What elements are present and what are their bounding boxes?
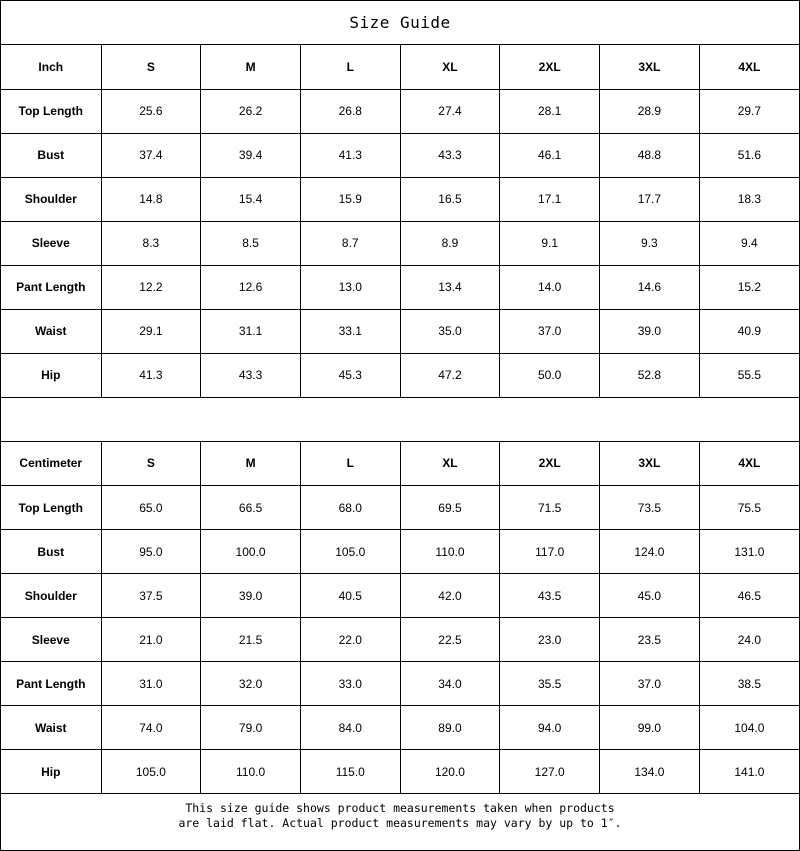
measurement-value: 26.8 xyxy=(300,89,400,133)
table-row xyxy=(1,353,799,397)
measurement-value: 26.2 xyxy=(201,89,301,133)
measurement-value: 12.6 xyxy=(201,265,301,309)
measurement-value: 37.0 xyxy=(500,309,600,353)
table-row xyxy=(1,486,799,530)
measurement-value: 40.5 xyxy=(300,574,400,618)
measurement-value: 99.0 xyxy=(600,706,700,750)
measurement-value: 34.0 xyxy=(400,662,500,706)
measurement-value: 16.5 xyxy=(400,177,500,221)
measurement-value: 32.0 xyxy=(201,662,301,706)
measurement-value: 22.5 xyxy=(400,618,500,662)
measurement-value: 13.0 xyxy=(300,265,400,309)
size-header: 2XL xyxy=(500,442,600,486)
measurement-value: 120.0 xyxy=(400,750,500,794)
measurement-value: 105.0 xyxy=(101,750,201,794)
measurement-value: 117.0 xyxy=(500,530,600,574)
measurement-label: Shoulder xyxy=(1,177,101,221)
size-header: 4XL xyxy=(699,442,799,486)
size-header: 3XL xyxy=(600,45,700,89)
measurement-value: 9.3 xyxy=(600,221,700,265)
measurement-value: 65.0 xyxy=(101,486,201,530)
measurement-value: 35.5 xyxy=(500,662,600,706)
measurement-value: 52.8 xyxy=(600,353,700,397)
measurement-value: 100.0 xyxy=(201,530,301,574)
measurement-value: 23.0 xyxy=(500,618,600,662)
measurement-label: Pant Length xyxy=(1,265,101,309)
measurement-value: 124.0 xyxy=(600,530,700,574)
measurement-value: 84.0 xyxy=(300,706,400,750)
size-header: S xyxy=(101,45,201,89)
measurement-value: 9.4 xyxy=(699,221,799,265)
page-title: Size Guide xyxy=(1,1,799,45)
measurement-value: 69.5 xyxy=(400,486,500,530)
size-header: S xyxy=(101,442,201,486)
measurement-value: 33.0 xyxy=(300,662,400,706)
measurement-value: 29.1 xyxy=(101,309,201,353)
size-header: M xyxy=(201,45,301,89)
measurement-value: 39.4 xyxy=(201,133,301,177)
measurement-value: 66.5 xyxy=(201,486,301,530)
measurement-value: 15.4 xyxy=(201,177,301,221)
measurement-value: 37.0 xyxy=(600,662,700,706)
measurement-value: 134.0 xyxy=(600,750,700,794)
size-header: L xyxy=(300,45,400,89)
measurement-value: 141.0 xyxy=(699,750,799,794)
measurement-value: 74.0 xyxy=(101,706,201,750)
measurement-value: 46.5 xyxy=(699,574,799,618)
table-row xyxy=(1,530,799,574)
size-header: L xyxy=(300,442,400,486)
measurement-value: 22.0 xyxy=(300,618,400,662)
measurement-value: 95.0 xyxy=(101,530,201,574)
measurement-value: 33.1 xyxy=(300,309,400,353)
footer-note-line-2: are laid flat. Actual product measurements may vary by up to 1″. xyxy=(178,816,622,830)
measurement-value: 55.5 xyxy=(699,353,799,397)
unit-label: Inch xyxy=(1,45,101,89)
header-row xyxy=(1,442,799,486)
measurement-value: 42.0 xyxy=(400,574,500,618)
measurement-value: 131.0 xyxy=(699,530,799,574)
measurement-value: 23.5 xyxy=(600,618,700,662)
table-row xyxy=(1,750,799,794)
measurement-value: 43.3 xyxy=(201,353,301,397)
measurement-value: 21.0 xyxy=(101,618,201,662)
measurement-value: 35.0 xyxy=(400,309,500,353)
size-header: M xyxy=(201,442,301,486)
measurement-value: 75.5 xyxy=(699,486,799,530)
measurement-value: 8.7 xyxy=(300,221,400,265)
measurement-label: Pant Length xyxy=(1,662,101,706)
table-spacer xyxy=(1,398,799,442)
unit-label: Centimeter xyxy=(1,442,101,486)
measurement-value: 14.0 xyxy=(500,265,600,309)
measurement-value: 105.0 xyxy=(300,530,400,574)
measurement-value: 51.6 xyxy=(699,133,799,177)
measurement-label: Top Length xyxy=(1,89,101,133)
table-row xyxy=(1,618,799,662)
inch-size-table xyxy=(1,45,799,398)
measurement-value: 37.5 xyxy=(101,574,201,618)
table-row xyxy=(1,133,799,177)
measurement-value: 27.4 xyxy=(400,89,500,133)
measurement-value: 46.1 xyxy=(500,133,600,177)
measurement-value: 28.9 xyxy=(600,89,700,133)
measurement-value: 40.9 xyxy=(699,309,799,353)
measurement-value: 14.6 xyxy=(600,265,700,309)
measurement-value: 73.5 xyxy=(600,486,700,530)
measurement-label: Shoulder xyxy=(1,574,101,618)
measurement-value: 68.0 xyxy=(300,486,400,530)
measurement-value: 45.3 xyxy=(300,353,400,397)
measurement-value: 39.0 xyxy=(600,309,700,353)
measurement-value: 71.5 xyxy=(500,486,600,530)
measurement-value: 17.1 xyxy=(500,177,600,221)
table-row xyxy=(1,265,799,309)
measurement-value: 24.0 xyxy=(699,618,799,662)
measurement-value: 110.0 xyxy=(400,530,500,574)
size-header: 4XL xyxy=(699,45,799,89)
footer-note-line-1: This size guide shows product measurements taken when products xyxy=(185,801,615,815)
measurement-value: 127.0 xyxy=(500,750,600,794)
footer-note xyxy=(1,794,799,838)
measurement-label: Top Length xyxy=(1,486,101,530)
measurement-value: 8.3 xyxy=(101,221,201,265)
measurement-value: 25.6 xyxy=(101,89,201,133)
centimeter-table-body xyxy=(1,442,799,794)
measurement-value: 43.3 xyxy=(400,133,500,177)
measurement-label: Sleeve xyxy=(1,221,101,265)
measurement-value: 14.8 xyxy=(101,177,201,221)
table-row xyxy=(1,574,799,618)
measurement-value: 37.4 xyxy=(101,133,201,177)
measurement-value: 79.0 xyxy=(201,706,301,750)
measurement-value: 89.0 xyxy=(400,706,500,750)
table-row xyxy=(1,706,799,750)
measurement-label: Hip xyxy=(1,750,101,794)
measurement-value: 28.1 xyxy=(500,89,600,133)
table-row xyxy=(1,89,799,133)
measurement-value: 110.0 xyxy=(201,750,301,794)
measurement-label: Waist xyxy=(1,309,101,353)
measurement-label: Waist xyxy=(1,706,101,750)
measurement-value: 43.5 xyxy=(500,574,600,618)
measurement-value: 9.1 xyxy=(500,221,600,265)
measurement-value: 41.3 xyxy=(101,353,201,397)
measurement-label: Hip xyxy=(1,353,101,397)
table-row xyxy=(1,662,799,706)
measurement-value: 50.0 xyxy=(500,353,600,397)
size-header: 2XL xyxy=(500,45,600,89)
measurement-value: 115.0 xyxy=(300,750,400,794)
measurement-value: 47.2 xyxy=(400,353,500,397)
table-row xyxy=(1,221,799,265)
measurement-value: 31.1 xyxy=(201,309,301,353)
table-row xyxy=(1,309,799,353)
measurement-label: Bust xyxy=(1,530,101,574)
measurement-label: Bust xyxy=(1,133,101,177)
inch-table-body xyxy=(1,45,799,397)
measurement-value: 13.4 xyxy=(400,265,500,309)
measurement-value: 29.7 xyxy=(699,89,799,133)
size-header: 3XL xyxy=(600,442,700,486)
size-header: XL xyxy=(400,442,500,486)
measurement-value: 39.0 xyxy=(201,574,301,618)
measurement-value: 18.3 xyxy=(699,177,799,221)
table-row xyxy=(1,177,799,221)
measurement-value: 15.9 xyxy=(300,177,400,221)
measurement-value: 45.0 xyxy=(600,574,700,618)
measurement-value: 48.8 xyxy=(600,133,700,177)
measurement-value: 8.9 xyxy=(400,221,500,265)
measurement-value: 8.5 xyxy=(201,221,301,265)
measurement-value: 15.2 xyxy=(699,265,799,309)
centimeter-size-table xyxy=(1,442,799,795)
measurement-value: 17.7 xyxy=(600,177,700,221)
measurement-value: 31.0 xyxy=(101,662,201,706)
measurement-label: Sleeve xyxy=(1,618,101,662)
measurement-value: 21.5 xyxy=(201,618,301,662)
measurement-value: 104.0 xyxy=(699,706,799,750)
measurement-value: 12.2 xyxy=(101,265,201,309)
measurement-value: 41.3 xyxy=(300,133,400,177)
measurement-value: 38.5 xyxy=(699,662,799,706)
measurement-value: 94.0 xyxy=(500,706,600,750)
header-row xyxy=(1,45,799,89)
size-header: XL xyxy=(400,45,500,89)
